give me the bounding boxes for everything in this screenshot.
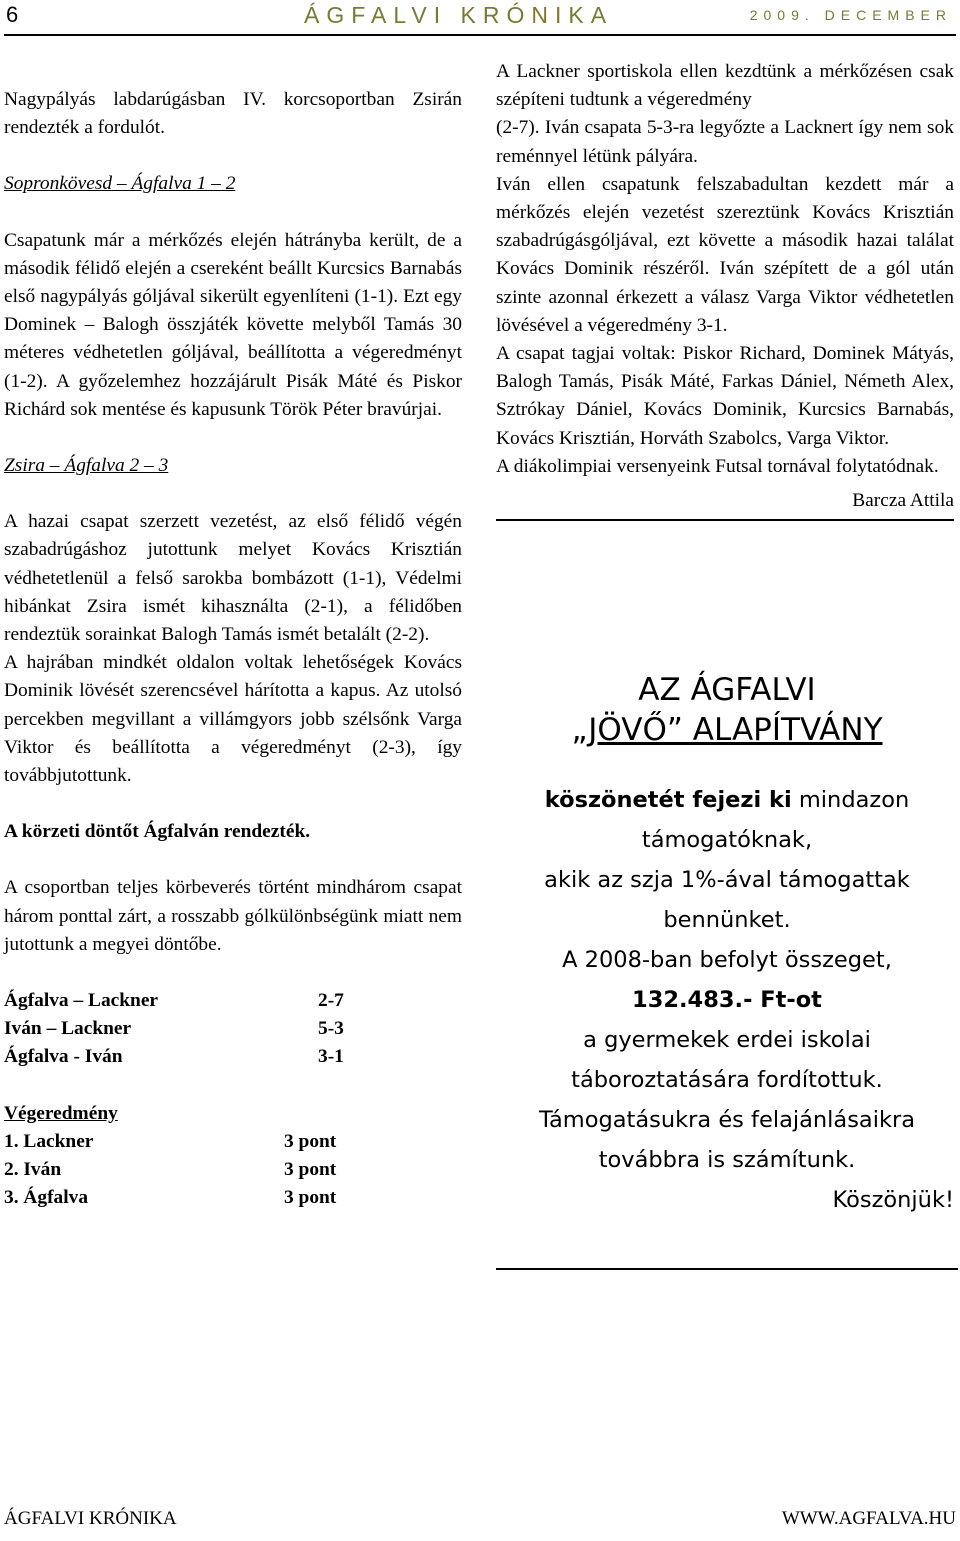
standings-points: 3 pont bbox=[284, 1187, 337, 1209]
message-line-4: bennünket. bbox=[663, 907, 791, 933]
right-paragraph-4: A csapat tagjai voltak: Piskor Richard, Dominek Mátyás, Balogh Tamás, Pisák Máté, Farkas Dániel, Németh Alex, Sztrókay Dániel, Kovács Dominik, Kurcsics Barnabás, Kovács Krisztián, Horváth Szabolcs, Varga Viktor. bbox=[496, 343, 954, 449]
page-number: 6 bbox=[6, 2, 19, 27]
match1-heading: Sopronkövesd – Ágfalva 1 – 2 bbox=[4, 173, 236, 195]
message-line-2: támogatóknak, bbox=[641, 827, 813, 853]
right-column bbox=[496, 58, 954, 521]
message-line-9: Támogatásukra és felajánlásaikra bbox=[538, 1107, 916, 1133]
message-line-7: a gyermekek erdei iskolai bbox=[583, 1027, 871, 1053]
right-paragraph-5: A diákolimpiai versenyeink Futsal tornával folytatódnak. bbox=[496, 455, 939, 477]
message-bold: köszönetét fejezi ki bbox=[544, 787, 792, 813]
foundation-name: „JÖVŐ” ALAPÍTVÁNY bbox=[571, 712, 883, 748]
match2-paragraph-2: A hajrában mindkét oldalon voltak lehetőségek Kovács Dominik lövését szerencsével hárította a kapus. Az utolsó percekben megvillant a villámgyors jobb szélsőnk Varga Viktor és beállította a végeredményt (2-3), így továbbjutottunk. bbox=[4, 652, 462, 787]
standings-table bbox=[4, 1128, 462, 1213]
message-rest: mindazon bbox=[791, 787, 910, 813]
intro-paragraph: Nagypályás labdarúgásban IV. korcsoportban Zsirán rendezték a fordulót. bbox=[4, 89, 462, 139]
message-line-5: A 2008-ban befolyt összeget, bbox=[562, 947, 892, 973]
standings-row bbox=[4, 1128, 462, 1156]
footer-publication: ÁGFALVI KRÓNIKA bbox=[4, 1508, 177, 1529]
foundation-title-line-1: AZ ÁGFALVI bbox=[638, 672, 816, 708]
result-score: 3-1 bbox=[318, 1046, 344, 1068]
result-match: Ágfalva - Iván bbox=[4, 1046, 123, 1068]
magazine-title: ÁGFALVI KRÓNIKA bbox=[304, 2, 614, 28]
result-score: 5-3 bbox=[318, 1018, 344, 1040]
right-paragraph-2: (2-7). Iván csapata 5-3-ra legyőzte a Lacknert így nem sok reménnyel létünk pályára. bbox=[496, 117, 954, 167]
section-divider bbox=[496, 519, 954, 521]
page-footer bbox=[4, 1508, 956, 1534]
standings-row bbox=[4, 1184, 462, 1212]
message-line-1 bbox=[496, 780, 958, 820]
foundation-notice bbox=[496, 670, 958, 1220]
match1-paragraph: Csapatunk már a mérkőzés elején hátrányba került, de a második félidő elején a csereként beállt Kurcsics Barnabás első nagypályás góljával sikerült egyenlíteni (1-1). Ezt egy Dominek – Balogh összjáték követte melyből Tamás 30 méteres védhetetlen góljával, beállította a végeredményt (1-2). A győzelemhez hozzájárult Pisák Máté és Piskor Richárd sok mentése és kapusunk Török Péter bravúrjai. bbox=[4, 229, 462, 420]
footer-website-link[interactable]: WWW.AGFALVA.HU bbox=[781, 1508, 956, 1529]
final-heading: A körzeti döntőt Ágfalván rendezték. bbox=[4, 821, 311, 843]
foundation-title-line-2 bbox=[496, 710, 958, 750]
standings-points: 3 pont bbox=[284, 1159, 337, 1181]
standings-heading: Végeredmény bbox=[4, 1102, 118, 1124]
message-line-8: táboroztatására fordítottuk. bbox=[571, 1067, 883, 1093]
result-match: Ágfalva – Lackner bbox=[4, 990, 159, 1012]
result-row bbox=[4, 987, 462, 1015]
page-header bbox=[4, 0, 956, 36]
standings-points: 3 pont bbox=[284, 1130, 337, 1152]
message-thanks: Köszönjük! bbox=[832, 1187, 954, 1213]
result-score: 2-7 bbox=[318, 990, 344, 1012]
match2-heading: Zsira – Ágfalva 2 – 3 bbox=[4, 455, 169, 477]
message-line-3: akik az szja 1%-ával támogattak bbox=[544, 867, 910, 893]
standings-team: 1. Lackner bbox=[4, 1130, 94, 1152]
standings-row bbox=[4, 1156, 462, 1184]
author-signature: Barcza Attila bbox=[852, 490, 954, 512]
result-row bbox=[4, 1043, 462, 1071]
message-amount: 132.483.- Ft-ot bbox=[632, 987, 822, 1013]
match2-paragraph-1: A hazai csapat szerzett vezetést, az első félidő végén szabadrúgáshoz jutottunk melyet Kovács Krisztián védhetetlenül a felső sarokba bombázott (1-1), Védelmi hibánkat Zsira ismét kihasználta (2-1), a félidőben rendeztük sorainkat Balogh Tamás ismét betalált (2-2). bbox=[4, 511, 462, 646]
results-table bbox=[4, 987, 462, 1072]
left-column bbox=[4, 86, 462, 1213]
standings-team: 2. Iván bbox=[4, 1159, 62, 1181]
standings-team: 3. Ágfalva bbox=[4, 1187, 89, 1209]
result-match: Iván – Lackner bbox=[4, 1018, 132, 1040]
message-line-10: továbbra is számítunk. bbox=[598, 1147, 856, 1173]
issue-date: 2009. DECEMBER bbox=[749, 7, 952, 23]
right-paragraph-3: Iván ellen csapatunk felszabadultan kezdett már a mérkőzés elején vezetést szereztünk Kovács Krisztián szabadrúgásgóljával, ezt követte a második hazai találat Kovács Dominik részéről. Iván szépített de a gól után szinte azonnal érkezett a válasz Varga Viktor védhetetlen lövésével a végeredmény 3-1. bbox=[496, 173, 954, 336]
final-paragraph: A csoportban teljes körbeverés történt mindhárom csapat három ponttal zárt, a rosszabb gólkülönbségünk miatt nem jutottunk a megyei döntőbe. bbox=[4, 877, 462, 955]
result-row bbox=[4, 1015, 462, 1043]
foundation-message bbox=[496, 780, 958, 1220]
right-paragraph-1: A Lackner sportiskola ellen kezdtünk a mérkőzésen csak szépíteni tudtunk a végeredmény bbox=[496, 61, 954, 111]
notice-bottom-divider bbox=[496, 1268, 958, 1270]
